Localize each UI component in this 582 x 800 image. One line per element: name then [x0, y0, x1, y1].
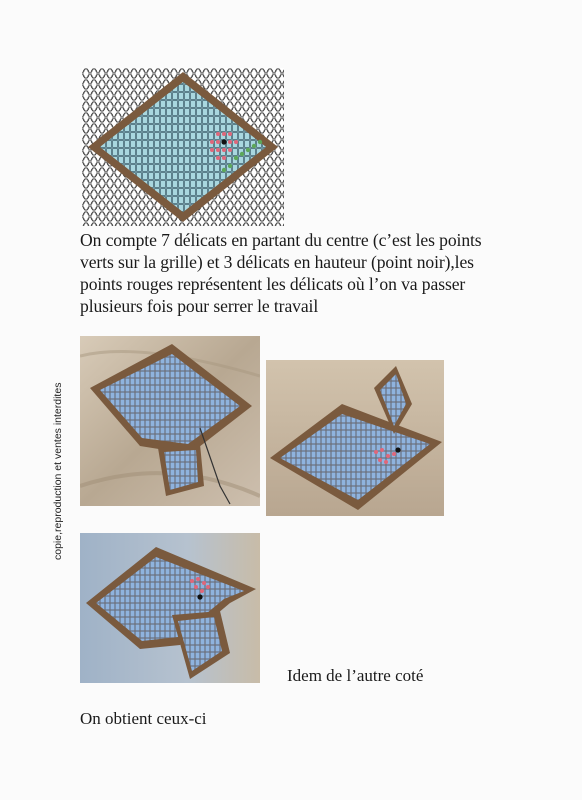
caption-other-side: Idem de l’autre coté [287, 666, 424, 685]
beadwork-photo-2 [266, 360, 444, 516]
caption-result: On obtient ceux-ci [80, 709, 207, 728]
copyright-notice: copie,reproduction et ventes interdites [52, 382, 64, 560]
beadwork-photo-1 [80, 336, 260, 506]
instruction-paragraph: On compte 7 délicats en partant du centre (c’est les points verts sur la grille) et 3 délicats en hauteur (point noir),les points rouges représentent les délicats où l’on va passer plusieurs fois pour serrer le travail [80, 230, 482, 316]
black-marker-dot [221, 139, 226, 144]
beadwork-photo-3 [80, 533, 260, 683]
bead-grid-diagram [82, 68, 284, 226]
